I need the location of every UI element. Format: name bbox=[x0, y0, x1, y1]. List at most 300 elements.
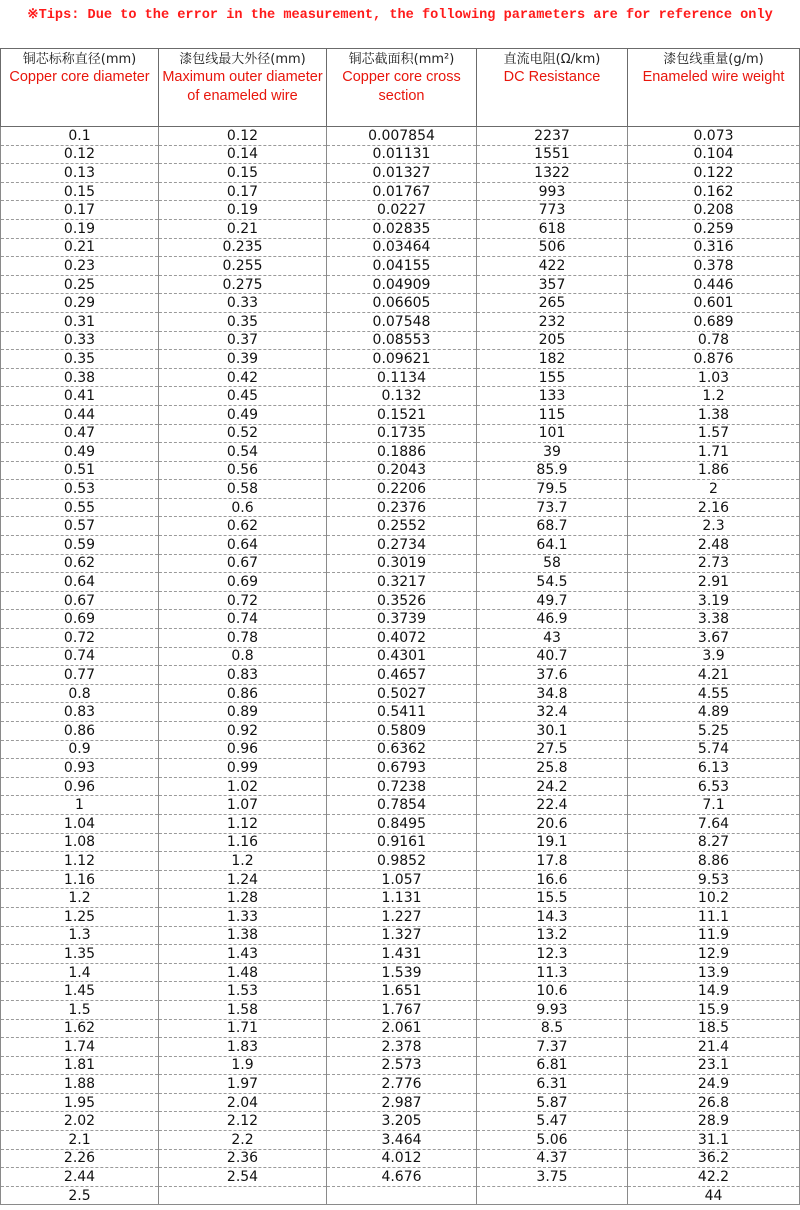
cell-cross-section: 0.1521 bbox=[327, 405, 477, 424]
cell-max-outer-diameter: 0.54 bbox=[159, 443, 327, 462]
cell-dc-resistance: 5.47 bbox=[477, 1112, 628, 1131]
cell-copper-core-diameter: 0.13 bbox=[1, 164, 159, 183]
cell-cross-section: 0.5809 bbox=[327, 722, 477, 741]
table-header bbox=[1, 49, 800, 127]
cell-max-outer-diameter bbox=[159, 1186, 327, 1205]
cell-dc-resistance: 32.4 bbox=[477, 703, 628, 722]
cell-cross-section: 0.6793 bbox=[327, 759, 477, 778]
cell-cross-section: 0.1886 bbox=[327, 443, 477, 462]
cell-dc-resistance: 993 bbox=[477, 182, 628, 201]
cell-dc-resistance: 205 bbox=[477, 331, 628, 350]
cell-max-outer-diameter: 2.36 bbox=[159, 1149, 327, 1168]
cell-cross-section: 0.3019 bbox=[327, 554, 477, 573]
header-label-en: Enameled wire weight bbox=[642, 69, 785, 85]
cell-wire-weight: 7.1 bbox=[628, 796, 800, 815]
cell-dc-resistance: 46.9 bbox=[477, 610, 628, 629]
cell-cross-section: 0.4657 bbox=[327, 666, 477, 685]
cell-max-outer-diameter: 0.92 bbox=[159, 722, 327, 741]
cell-dc-resistance: 5.06 bbox=[477, 1131, 628, 1150]
cell-copper-core-diameter: 0.86 bbox=[1, 722, 159, 741]
table-row bbox=[1, 517, 800, 536]
cell-copper-core-diameter: 0.47 bbox=[1, 424, 159, 443]
table-row bbox=[1, 833, 800, 852]
cell-wire-weight: 11.9 bbox=[628, 926, 800, 945]
cell-wire-weight: 23.1 bbox=[628, 1056, 800, 1075]
cell-copper-core-diameter: 0.49 bbox=[1, 443, 159, 462]
cell-copper-core-diameter: 0.62 bbox=[1, 554, 159, 573]
cell-wire-weight: 7.64 bbox=[628, 814, 800, 833]
cell-wire-weight: 28.9 bbox=[628, 1112, 800, 1131]
cell-dc-resistance: 155 bbox=[477, 368, 628, 387]
cell-max-outer-diameter: 1.2 bbox=[159, 852, 327, 871]
cell-dc-resistance: 19.1 bbox=[477, 833, 628, 852]
cell-dc-resistance: 40.7 bbox=[477, 647, 628, 666]
cell-copper-core-diameter: 1.5 bbox=[1, 1000, 159, 1019]
table-row bbox=[1, 461, 800, 480]
cell-max-outer-diameter: 2.12 bbox=[159, 1112, 327, 1131]
cell-cross-section: 0.01131 bbox=[327, 145, 477, 164]
cell-dc-resistance: 79.5 bbox=[477, 480, 628, 499]
cell-copper-core-diameter: 1.81 bbox=[1, 1056, 159, 1075]
cell-max-outer-diameter: 0.89 bbox=[159, 703, 327, 722]
cell-dc-resistance: 13.2 bbox=[477, 926, 628, 945]
cell-cross-section: 0.04909 bbox=[327, 275, 477, 294]
cell-cross-section: 3.205 bbox=[327, 1112, 477, 1131]
cell-max-outer-diameter: 0.17 bbox=[159, 182, 327, 201]
cell-max-outer-diameter: 0.8 bbox=[159, 647, 327, 666]
cell-max-outer-diameter: 0.78 bbox=[159, 629, 327, 648]
cell-copper-core-diameter: 0.57 bbox=[1, 517, 159, 536]
cell-cross-section: 0.3217 bbox=[327, 573, 477, 592]
cell-max-outer-diameter: 1.38 bbox=[159, 926, 327, 945]
cell-cross-section: 1.431 bbox=[327, 945, 477, 964]
cell-copper-core-diameter: 0.69 bbox=[1, 610, 159, 629]
cell-wire-weight: 15.9 bbox=[628, 1000, 800, 1019]
cell-dc-resistance: 64.1 bbox=[477, 536, 628, 555]
cell-copper-core-diameter: 1.74 bbox=[1, 1038, 159, 1057]
cell-dc-resistance: 2237 bbox=[477, 127, 628, 146]
cell-dc-resistance: 5.87 bbox=[477, 1093, 628, 1112]
cell-copper-core-diameter: 2.02 bbox=[1, 1112, 159, 1131]
table-row bbox=[1, 1131, 800, 1150]
cell-dc-resistance: 10.6 bbox=[477, 982, 628, 1001]
cell-wire-weight: 9.53 bbox=[628, 870, 800, 889]
cell-cross-section: 4.676 bbox=[327, 1168, 477, 1187]
cell-cross-section: 0.04155 bbox=[327, 257, 477, 276]
cell-wire-weight: 13.9 bbox=[628, 963, 800, 982]
cell-wire-weight: 1.57 bbox=[628, 424, 800, 443]
cell-dc-resistance: 15.5 bbox=[477, 889, 628, 908]
cell-dc-resistance: 58 bbox=[477, 554, 628, 573]
cell-max-outer-diameter: 0.58 bbox=[159, 480, 327, 499]
cell-wire-weight: 4.55 bbox=[628, 684, 800, 703]
cell-dc-resistance: 506 bbox=[477, 238, 628, 257]
cell-max-outer-diameter: 0.14 bbox=[159, 145, 327, 164]
cell-copper-core-diameter: 1.95 bbox=[1, 1093, 159, 1112]
cell-max-outer-diameter: 0.62 bbox=[159, 517, 327, 536]
cell-copper-core-diameter: 1.16 bbox=[1, 870, 159, 889]
cell-wire-weight: 3.19 bbox=[628, 591, 800, 610]
cell-copper-core-diameter: 1.35 bbox=[1, 945, 159, 964]
table-row bbox=[1, 591, 800, 610]
cell-cross-section: 0.8495 bbox=[327, 814, 477, 833]
cell-cross-section: 0.3526 bbox=[327, 591, 477, 610]
header-wire-weight bbox=[628, 49, 800, 127]
cell-wire-weight: 0.104 bbox=[628, 145, 800, 164]
cell-copper-core-diameter: 0.77 bbox=[1, 666, 159, 685]
cell-cross-section: 1.131 bbox=[327, 889, 477, 908]
cell-cross-section: 1.651 bbox=[327, 982, 477, 1001]
table-row bbox=[1, 870, 800, 889]
cell-wire-weight: 1.71 bbox=[628, 443, 800, 462]
cell-copper-core-diameter: 0.9 bbox=[1, 740, 159, 759]
cell-dc-resistance: 6.31 bbox=[477, 1075, 628, 1094]
cell-dc-resistance: 6.81 bbox=[477, 1056, 628, 1075]
cell-cross-section: 0.2043 bbox=[327, 461, 477, 480]
cell-wire-weight: 8.86 bbox=[628, 852, 800, 871]
cell-copper-core-diameter: 2.26 bbox=[1, 1149, 159, 1168]
cell-copper-core-diameter: 0.53 bbox=[1, 480, 159, 499]
cell-cross-section: 0.1134 bbox=[327, 368, 477, 387]
table-row bbox=[1, 164, 800, 183]
cell-max-outer-diameter: 2.54 bbox=[159, 1168, 327, 1187]
cell-dc-resistance: 54.5 bbox=[477, 573, 628, 592]
cell-wire-weight: 26.8 bbox=[628, 1093, 800, 1112]
cell-wire-weight: 2 bbox=[628, 480, 800, 499]
cell-wire-weight: 3.38 bbox=[628, 610, 800, 629]
cell-copper-core-diameter: 0.33 bbox=[1, 331, 159, 350]
cell-cross-section: 1.057 bbox=[327, 870, 477, 889]
table-row bbox=[1, 1168, 800, 1187]
table-row bbox=[1, 647, 800, 666]
cell-cross-section: 0.6362 bbox=[327, 740, 477, 759]
table-row bbox=[1, 387, 800, 406]
cell-copper-core-diameter: 1 bbox=[1, 796, 159, 815]
table-row bbox=[1, 926, 800, 945]
cell-max-outer-diameter: 0.86 bbox=[159, 684, 327, 703]
cell-max-outer-diameter: 1.71 bbox=[159, 1019, 327, 1038]
cell-copper-core-diameter: 0.96 bbox=[1, 777, 159, 796]
table-row bbox=[1, 703, 800, 722]
cell-cross-section bbox=[327, 1186, 477, 1205]
cell-dc-resistance: 8.5 bbox=[477, 1019, 628, 1038]
table-row bbox=[1, 610, 800, 629]
cell-max-outer-diameter: 0.19 bbox=[159, 201, 327, 220]
cell-max-outer-diameter: 0.33 bbox=[159, 294, 327, 313]
cell-wire-weight: 14.9 bbox=[628, 982, 800, 1001]
table-row bbox=[1, 201, 800, 220]
table-row bbox=[1, 684, 800, 703]
cell-copper-core-diameter: 0.83 bbox=[1, 703, 159, 722]
cell-max-outer-diameter: 1.33 bbox=[159, 907, 327, 926]
header-label-en: Copper core diameter bbox=[9, 69, 150, 85]
cell-cross-section: 0.9161 bbox=[327, 833, 477, 852]
table-row bbox=[1, 1056, 800, 1075]
cell-dc-resistance: 73.7 bbox=[477, 498, 628, 517]
table-row bbox=[1, 1038, 800, 1057]
table-row bbox=[1, 275, 800, 294]
table-row bbox=[1, 350, 800, 369]
cell-cross-section: 1.327 bbox=[327, 926, 477, 945]
cell-max-outer-diameter: 2.04 bbox=[159, 1093, 327, 1112]
cell-copper-core-diameter: 1.2 bbox=[1, 889, 159, 908]
cell-copper-core-diameter: 1.25 bbox=[1, 907, 159, 926]
table-row bbox=[1, 219, 800, 238]
cell-max-outer-diameter: 0.45 bbox=[159, 387, 327, 406]
cell-copper-core-diameter: 0.29 bbox=[1, 294, 159, 313]
table-row bbox=[1, 907, 800, 926]
cell-max-outer-diameter: 0.56 bbox=[159, 461, 327, 480]
table-row bbox=[1, 666, 800, 685]
cell-cross-section: 0.2734 bbox=[327, 536, 477, 555]
cell-dc-resistance: 68.7 bbox=[477, 517, 628, 536]
table-row bbox=[1, 945, 800, 964]
cell-cross-section: 0.09621 bbox=[327, 350, 477, 369]
table-row bbox=[1, 238, 800, 257]
cell-copper-core-diameter: 1.62 bbox=[1, 1019, 159, 1038]
cell-cross-section: 2.987 bbox=[327, 1093, 477, 1112]
cell-cross-section: 0.0227 bbox=[327, 201, 477, 220]
cell-cross-section: 0.132 bbox=[327, 387, 477, 406]
table-row bbox=[1, 889, 800, 908]
header-label-en: DC Resistance bbox=[503, 69, 601, 85]
cell-wire-weight: 0.073 bbox=[628, 127, 800, 146]
cell-cross-section: 2.573 bbox=[327, 1056, 477, 1075]
cell-wire-weight: 0.316 bbox=[628, 238, 800, 257]
cell-dc-resistance: 3.75 bbox=[477, 1168, 628, 1187]
cell-dc-resistance: 30.1 bbox=[477, 722, 628, 741]
cell-copper-core-diameter: 0.51 bbox=[1, 461, 159, 480]
cell-copper-core-diameter: 1.08 bbox=[1, 833, 159, 852]
cell-copper-core-diameter: 1.04 bbox=[1, 814, 159, 833]
cell-dc-resistance: 25.8 bbox=[477, 759, 628, 778]
cell-copper-core-diameter: 1.4 bbox=[1, 963, 159, 982]
header-label-zh: 铜芯截面积(mm²) bbox=[348, 52, 455, 67]
cell-dc-resistance: 232 bbox=[477, 312, 628, 331]
cell-wire-weight: 0.162 bbox=[628, 182, 800, 201]
cell-max-outer-diameter: 1.02 bbox=[159, 777, 327, 796]
cell-dc-resistance: 9.93 bbox=[477, 1000, 628, 1019]
table-row bbox=[1, 312, 800, 331]
cell-max-outer-diameter: 0.64 bbox=[159, 536, 327, 555]
cell-max-outer-diameter: 1.97 bbox=[159, 1075, 327, 1094]
cell-dc-resistance: 16.6 bbox=[477, 870, 628, 889]
cell-max-outer-diameter: 0.35 bbox=[159, 312, 327, 331]
header-label-en: Maximum outer diameter of enameled wire bbox=[162, 69, 323, 104]
table-row bbox=[1, 294, 800, 313]
cell-dc-resistance: 39 bbox=[477, 443, 628, 462]
header-label-en: Copper core cross section bbox=[342, 69, 461, 104]
cell-dc-resistance bbox=[477, 1186, 628, 1205]
table-row bbox=[1, 852, 800, 871]
cell-dc-resistance: 85.9 bbox=[477, 461, 628, 480]
table-row bbox=[1, 1019, 800, 1038]
cell-cross-section: 0.007854 bbox=[327, 127, 477, 146]
table-row bbox=[1, 182, 800, 201]
cell-dc-resistance: 115 bbox=[477, 405, 628, 424]
cell-copper-core-diameter: 0.25 bbox=[1, 275, 159, 294]
header-copper-core-diameter bbox=[1, 49, 159, 127]
table-row bbox=[1, 814, 800, 833]
table-row bbox=[1, 368, 800, 387]
cell-wire-weight: 1.38 bbox=[628, 405, 800, 424]
cell-wire-weight: 4.89 bbox=[628, 703, 800, 722]
cell-max-outer-diameter: 0.96 bbox=[159, 740, 327, 759]
cell-cross-section: 0.7238 bbox=[327, 777, 477, 796]
cell-max-outer-diameter: 1.43 bbox=[159, 945, 327, 964]
cell-dc-resistance: 37.6 bbox=[477, 666, 628, 685]
cell-cross-section: 0.01767 bbox=[327, 182, 477, 201]
cell-wire-weight: 4.21 bbox=[628, 666, 800, 685]
cell-copper-core-diameter: 0.64 bbox=[1, 573, 159, 592]
table-row bbox=[1, 1000, 800, 1019]
cell-wire-weight: 44 bbox=[628, 1186, 800, 1205]
cell-cross-section: 0.5411 bbox=[327, 703, 477, 722]
cell-cross-section: 0.4072 bbox=[327, 629, 477, 648]
cell-dc-resistance: 11.3 bbox=[477, 963, 628, 982]
cell-wire-weight: 0.876 bbox=[628, 350, 800, 369]
cell-max-outer-diameter: 0.74 bbox=[159, 610, 327, 629]
cell-copper-core-diameter: 0.12 bbox=[1, 145, 159, 164]
table-row bbox=[1, 1186, 800, 1205]
cell-dc-resistance: 133 bbox=[477, 387, 628, 406]
cell-copper-core-diameter: 0.74 bbox=[1, 647, 159, 666]
cell-copper-core-diameter: 1.3 bbox=[1, 926, 159, 945]
cell-wire-weight: 11.1 bbox=[628, 907, 800, 926]
table-row bbox=[1, 1093, 800, 1112]
table-row bbox=[1, 498, 800, 517]
cell-max-outer-diameter: 0.42 bbox=[159, 368, 327, 387]
cell-cross-section: 0.06605 bbox=[327, 294, 477, 313]
header-label-zh: 铜芯标称直径(mm) bbox=[22, 52, 137, 67]
cell-max-outer-diameter: 1.83 bbox=[159, 1038, 327, 1057]
cell-cross-section: 0.2552 bbox=[327, 517, 477, 536]
cell-dc-resistance: 182 bbox=[477, 350, 628, 369]
cell-cross-section: 4.012 bbox=[327, 1149, 477, 1168]
cell-wire-weight: 2.48 bbox=[628, 536, 800, 555]
cell-copper-core-diameter: 0.93 bbox=[1, 759, 159, 778]
cell-copper-core-diameter: 0.15 bbox=[1, 182, 159, 201]
cell-max-outer-diameter: 1.24 bbox=[159, 870, 327, 889]
cell-wire-weight: 2.73 bbox=[628, 554, 800, 573]
cell-copper-core-diameter: 0.59 bbox=[1, 536, 159, 555]
cell-wire-weight: 12.9 bbox=[628, 945, 800, 964]
cell-max-outer-diameter: 1.58 bbox=[159, 1000, 327, 1019]
table-row bbox=[1, 963, 800, 982]
cell-copper-core-diameter: 0.31 bbox=[1, 312, 159, 331]
table-row bbox=[1, 777, 800, 796]
cell-cross-section: 2.776 bbox=[327, 1075, 477, 1094]
cell-dc-resistance: 4.37 bbox=[477, 1149, 628, 1168]
cell-cross-section: 1.539 bbox=[327, 963, 477, 982]
cell-cross-section: 0.2376 bbox=[327, 498, 477, 517]
cell-cross-section: 0.7854 bbox=[327, 796, 477, 815]
table-row bbox=[1, 443, 800, 462]
cell-wire-weight: 5.25 bbox=[628, 722, 800, 741]
table-row bbox=[1, 145, 800, 164]
cell-copper-core-diameter: 0.19 bbox=[1, 219, 159, 238]
cell-max-outer-diameter: 1.48 bbox=[159, 963, 327, 982]
cell-wire-weight: 0.78 bbox=[628, 331, 800, 350]
cell-copper-core-diameter: 0.41 bbox=[1, 387, 159, 406]
cell-wire-weight: 0.601 bbox=[628, 294, 800, 313]
cell-wire-weight: 10.2 bbox=[628, 889, 800, 908]
cell-dc-resistance: 7.37 bbox=[477, 1038, 628, 1057]
table-row bbox=[1, 740, 800, 759]
cell-max-outer-diameter: 1.53 bbox=[159, 982, 327, 1001]
cell-max-outer-diameter: 0.37 bbox=[159, 331, 327, 350]
cell-copper-core-diameter: 0.44 bbox=[1, 405, 159, 424]
cell-cross-section: 0.9852 bbox=[327, 852, 477, 871]
cell-max-outer-diameter: 0.52 bbox=[159, 424, 327, 443]
cell-wire-weight: 1.03 bbox=[628, 368, 800, 387]
cell-dc-resistance: 1551 bbox=[477, 145, 628, 164]
table-row bbox=[1, 573, 800, 592]
table-row bbox=[1, 480, 800, 499]
cell-max-outer-diameter: 0.235 bbox=[159, 238, 327, 257]
table-row bbox=[1, 331, 800, 350]
cell-wire-weight: 36.2 bbox=[628, 1149, 800, 1168]
cell-dc-resistance: 49.7 bbox=[477, 591, 628, 610]
cell-cross-section: 0.3739 bbox=[327, 610, 477, 629]
cell-cross-section: 0.4301 bbox=[327, 647, 477, 666]
cell-max-outer-diameter: 0.39 bbox=[159, 350, 327, 369]
cell-max-outer-diameter: 0.21 bbox=[159, 219, 327, 238]
cell-max-outer-diameter: 1.16 bbox=[159, 833, 327, 852]
cell-max-outer-diameter: 1.07 bbox=[159, 796, 327, 815]
cell-max-outer-diameter: 1.28 bbox=[159, 889, 327, 908]
cell-copper-core-diameter: 0.1 bbox=[1, 127, 159, 146]
header-cross-section bbox=[327, 49, 477, 127]
cell-max-outer-diameter: 0.69 bbox=[159, 573, 327, 592]
cell-cross-section: 0.5027 bbox=[327, 684, 477, 703]
cell-max-outer-diameter: 0.255 bbox=[159, 257, 327, 276]
cell-copper-core-diameter: 0.23 bbox=[1, 257, 159, 276]
cell-dc-resistance: 357 bbox=[477, 275, 628, 294]
cell-cross-section: 0.07548 bbox=[327, 312, 477, 331]
cell-max-outer-diameter: 2.2 bbox=[159, 1131, 327, 1150]
cell-wire-weight: 3.67 bbox=[628, 629, 800, 648]
cell-copper-core-diameter: 0.72 bbox=[1, 629, 159, 648]
cell-dc-resistance: 27.5 bbox=[477, 740, 628, 759]
header-dc-resistance bbox=[477, 49, 628, 127]
cell-dc-resistance: 14.3 bbox=[477, 907, 628, 926]
cell-max-outer-diameter: 0.12 bbox=[159, 127, 327, 146]
cell-wire-weight: 0.208 bbox=[628, 201, 800, 220]
cell-max-outer-diameter: 1.9 bbox=[159, 1056, 327, 1075]
cell-wire-weight: 31.1 bbox=[628, 1131, 800, 1150]
cell-wire-weight: 6.13 bbox=[628, 759, 800, 778]
table-row bbox=[1, 424, 800, 443]
cell-cross-section: 0.1735 bbox=[327, 424, 477, 443]
table-body bbox=[1, 127, 800, 1205]
cell-max-outer-diameter: 0.99 bbox=[159, 759, 327, 778]
cell-wire-weight: 1.2 bbox=[628, 387, 800, 406]
cell-dc-resistance: 22.4 bbox=[477, 796, 628, 815]
header-label-zh: 直流电阻(Ω/km) bbox=[503, 52, 601, 67]
cell-wire-weight: 0.259 bbox=[628, 219, 800, 238]
cell-wire-weight: 5.74 bbox=[628, 740, 800, 759]
cell-max-outer-diameter: 0.15 bbox=[159, 164, 327, 183]
cell-dc-resistance: 773 bbox=[477, 201, 628, 220]
cell-copper-core-diameter: 1.45 bbox=[1, 982, 159, 1001]
cell-max-outer-diameter: 0.67 bbox=[159, 554, 327, 573]
cell-wire-weight: 0.446 bbox=[628, 275, 800, 294]
cell-dc-resistance: 17.8 bbox=[477, 852, 628, 871]
cell-wire-weight: 2.16 bbox=[628, 498, 800, 517]
cell-cross-section: 0.01327 bbox=[327, 164, 477, 183]
wire-spec-table bbox=[0, 48, 800, 1205]
